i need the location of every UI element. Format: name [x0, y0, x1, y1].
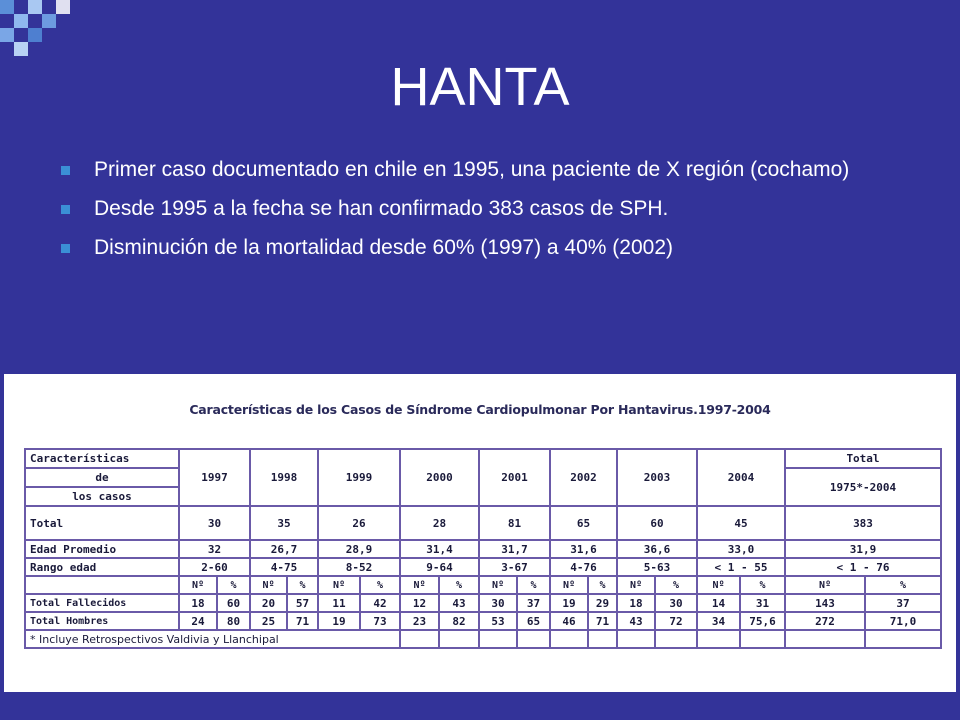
table-cell: 28,9: [318, 540, 400, 558]
bullet-list: [58, 155, 888, 272]
year-header: 1998: [250, 449, 318, 506]
table-cell: 53: [479, 612, 517, 630]
table-cell: 31,6: [550, 540, 617, 558]
table-cell: 2-60: [179, 558, 250, 576]
square-bullet-icon: [61, 166, 70, 175]
sub-header-count: Nº: [318, 576, 360, 594]
sub-header-count: Nº: [479, 576, 517, 594]
table-cell: 26,7: [250, 540, 318, 558]
table-cell: < 1 - 55: [697, 558, 785, 576]
sub-header-percent: %: [360, 576, 400, 594]
table-cell: 35: [250, 506, 318, 540]
sub-header-count: Nº: [617, 576, 655, 594]
table-cell: 23: [400, 612, 439, 630]
sub-header-percent: %: [740, 576, 785, 594]
table-cell: 30: [479, 594, 517, 612]
bullet-item: [58, 155, 888, 184]
table-cell: 26: [318, 506, 400, 540]
table-cell: 143: [785, 594, 865, 612]
table-cell: 31,9: [785, 540, 941, 558]
sub-header-count: Nº: [550, 576, 588, 594]
table-cell: 18: [617, 594, 655, 612]
table-cell: 46: [550, 612, 588, 630]
bullet-text: Disminución de la mortalidad desde 60% (1997) a 40% (2002): [94, 236, 673, 259]
table-cell-empty: [400, 630, 439, 648]
row-label-empty: [25, 576, 179, 594]
table-cell-empty: [517, 630, 550, 648]
hanta-table: [24, 448, 942, 649]
sub-header-count: Nº: [250, 576, 287, 594]
sub-header-count: Nº: [400, 576, 439, 594]
table-cell: 14: [697, 594, 740, 612]
table-footnote: * Incluye Retrospectivos Valdivia y Llanchipal: [25, 630, 400, 648]
table-cell-empty: [740, 630, 785, 648]
table-cell: 60: [617, 506, 697, 540]
table-image-panel: [4, 374, 956, 692]
bullet-item: [58, 233, 888, 262]
table-cell: 43: [617, 612, 655, 630]
table-cell-empty: [785, 630, 865, 648]
table-cell: 30: [655, 594, 697, 612]
total-header: Total: [785, 449, 941, 468]
slide-title: HANTA: [390, 57, 570, 117]
table-cell: 75,6: [740, 612, 785, 630]
bullet-text: Primer caso documentado en chile en 1995, una paciente de X región (cochamo): [94, 158, 850, 181]
table-cell-empty: [617, 630, 655, 648]
square-bullet-icon: [61, 205, 70, 214]
table-cell: 3-67: [479, 558, 550, 576]
table-cell: 30: [179, 506, 250, 540]
table-cell-empty: [479, 630, 517, 648]
header-label-line: de: [25, 468, 179, 487]
year-header: 2000: [400, 449, 479, 506]
table-cell-empty: [655, 630, 697, 648]
sub-header-percent: %: [217, 576, 250, 594]
table-cell-empty: [550, 630, 588, 648]
year-header: 2001: [479, 449, 550, 506]
table-cell: 11: [318, 594, 360, 612]
table-cell: 20: [250, 594, 287, 612]
sub-header-percent: %: [439, 576, 479, 594]
table-cell: 5-63: [617, 558, 697, 576]
table-cell: 45: [697, 506, 785, 540]
year-header: 2004: [697, 449, 785, 506]
row-label: Rango edad: [25, 558, 179, 576]
table-cell: 31,7: [479, 540, 550, 558]
sub-header-percent: %: [517, 576, 550, 594]
table-cell: 71,0: [865, 612, 941, 630]
table-cell: 24: [179, 612, 217, 630]
table-cell: 72: [655, 612, 697, 630]
square-bullet-icon: [61, 244, 70, 253]
table-cell: 33,0: [697, 540, 785, 558]
sub-header-percent: %: [865, 576, 941, 594]
table-cell-empty: [439, 630, 479, 648]
table-cell: 31: [740, 594, 785, 612]
sub-header-percent: %: [655, 576, 697, 594]
table-cell: 25: [250, 612, 287, 630]
table-cell-empty: [697, 630, 740, 648]
table-cell: 4-76: [550, 558, 617, 576]
table-cell: 29: [588, 594, 617, 612]
table-cell: 65: [517, 612, 550, 630]
table-cell: 34: [697, 612, 740, 630]
table-cell: 28: [400, 506, 479, 540]
table-cell: 32: [179, 540, 250, 558]
sub-header-percent: %: [588, 576, 617, 594]
table-cell: 43: [439, 594, 479, 612]
total-period: 1975*-2004: [785, 468, 941, 506]
sub-header-count: Nº: [179, 576, 217, 594]
table-cell: 9-64: [400, 558, 479, 576]
table-cell: 36,6: [617, 540, 697, 558]
table-cell: 8-52: [318, 558, 400, 576]
table-cell: 4-75: [250, 558, 318, 576]
table-cell-empty: [588, 630, 617, 648]
table-cell: 71: [588, 612, 617, 630]
table-cell: 73: [360, 612, 400, 630]
table-cell: 71: [287, 612, 318, 630]
table-cell: 60: [217, 594, 250, 612]
year-header: 1999: [318, 449, 400, 506]
table-cell: < 1 - 76: [785, 558, 941, 576]
sub-header-percent: %: [287, 576, 318, 594]
header-label-line: los casos: [25, 487, 179, 506]
table-cell: 18: [179, 594, 217, 612]
year-header: 2002: [550, 449, 617, 506]
decorative-squares: [0, 0, 80, 60]
sub-header-count: Nº: [697, 576, 740, 594]
table-cell: 82: [439, 612, 479, 630]
table-cell: 383: [785, 506, 941, 540]
table-cell: 81: [479, 506, 550, 540]
bullet-text: Desde 1995 a la fecha se han confirmado 383 casos de SPH.: [94, 197, 669, 220]
row-label: Total Hombres: [25, 612, 179, 630]
year-header: 2003: [617, 449, 697, 506]
bullet-item: [58, 194, 888, 223]
table-caption: Características de los Casos de Síndrome Cardiopulmonar Por Hantavirus.1997-2004: [189, 402, 771, 417]
table-cell: 19: [318, 612, 360, 630]
table-cell: 42: [360, 594, 400, 612]
table-cell: 31,4: [400, 540, 479, 558]
header-label-line: Características: [25, 449, 179, 468]
table-cell: 57: [287, 594, 318, 612]
table-cell: 37: [517, 594, 550, 612]
row-label: Total: [25, 506, 179, 540]
row-label: Total Fallecidos: [25, 594, 179, 612]
table-cell: 12: [400, 594, 439, 612]
year-header: 1997: [179, 449, 250, 506]
table-cell: 19: [550, 594, 588, 612]
sub-header-count: Nº: [785, 576, 865, 594]
table-cell: 80: [217, 612, 250, 630]
table-cell-empty: [865, 630, 941, 648]
table-cell: 37: [865, 594, 941, 612]
table-cell: 65: [550, 506, 617, 540]
table-cell: 272: [785, 612, 865, 630]
row-label: Edad Promedio: [25, 540, 179, 558]
